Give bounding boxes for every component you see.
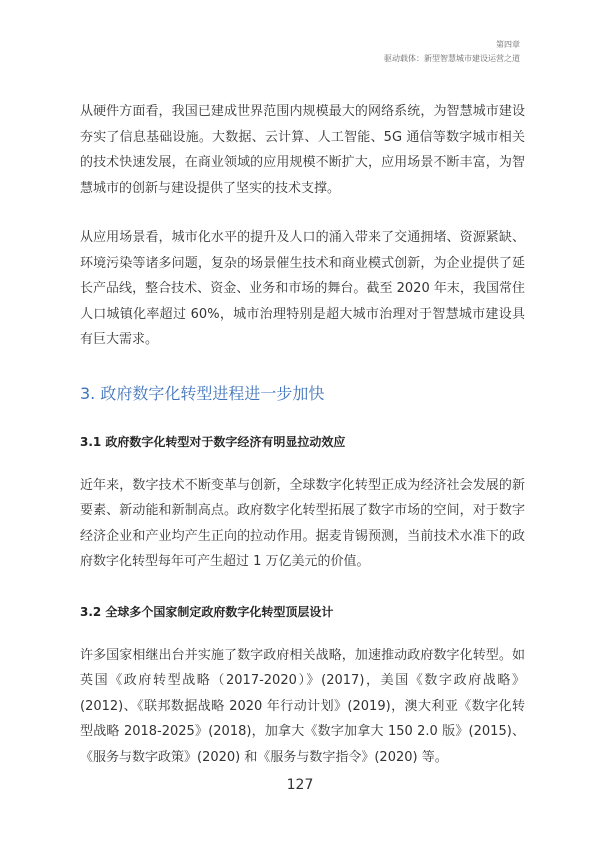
page-number: 127 — [286, 777, 314, 793]
subsection-heading-3-1: 3.1 政府数字化转型对于数字经济有明显拉动效应 — [80, 434, 346, 449]
paragraph-hardware: 从硬件方面看，我国已建成世界范围内规模最大的网络系统，为智慧城市建设夯实了信息基础设施。大数据、云计算、人工智能、5G 通信等数字城市相关的技术快速发展，在商业领域的应用规模不断扩大，应用场景不断丰富，为智慧城市的创新与建设提供了坚实的技术支撑。 — [80, 104, 525, 196]
chapter-subtitle: 驱动载体：新型智慧城市建设运营之道 — [384, 54, 520, 63]
chapter-label: 第四章 — [496, 40, 520, 49]
paragraph-3-1: 近年来，数字技术不断变革与创新，全球数字化转型正成为经济社会发展的新要素、新动能和新制高点。政府数字化转型拓展了数字市场的空间，对于数字经济企业和产业均产生正向的拉动作用。据麦肯锡预测，当前技术水准下的政府数字化转型每年可产生超过 1 万亿美元的价值。 — [80, 477, 525, 569]
running-header — [384, 38, 520, 66]
paragraph-3-2: 许多国家相继出台并实施了数字政府相关战略，加速推动政府数字化转型。如英国《政府转型战略（2017-2020）》(2017)，美国《数字政府战略》(2012)、《联邦数据战略 2020 年行动计划》(2019)，澳大利亚《数字化转型战略 2018-2025》(2018)，加拿大《数字加拿大 150 2.0 版》(2015)、《服务与数字政策》(2020) 和《服务与数字指令》(2020) 等。 — [80, 647, 525, 765]
subsection-heading-3-2: 3.2 全球多个国家制定政府数字化转型顶层设计 — [80, 604, 334, 619]
section-heading: 3. 政府数字化转型进程进一步加快 — [80, 383, 325, 403]
paragraph-application-scenarios: 从应用场景看，城市化水平的提升及人口的涌入带来了交通拥堵、资源紧缺、环境污染等诸多问题，复杂的场景催生技术和商业模式创新，为企业提供了延长产品线，整合技术、资金、业务和市场的舞台。截至 2020 年末，我国常住人口城镇化率超过 60%，城市治理特别是超大城市治理对于智慧城市建设具有巨大需求。 — [80, 230, 525, 347]
page-body — [80, 99, 525, 770]
